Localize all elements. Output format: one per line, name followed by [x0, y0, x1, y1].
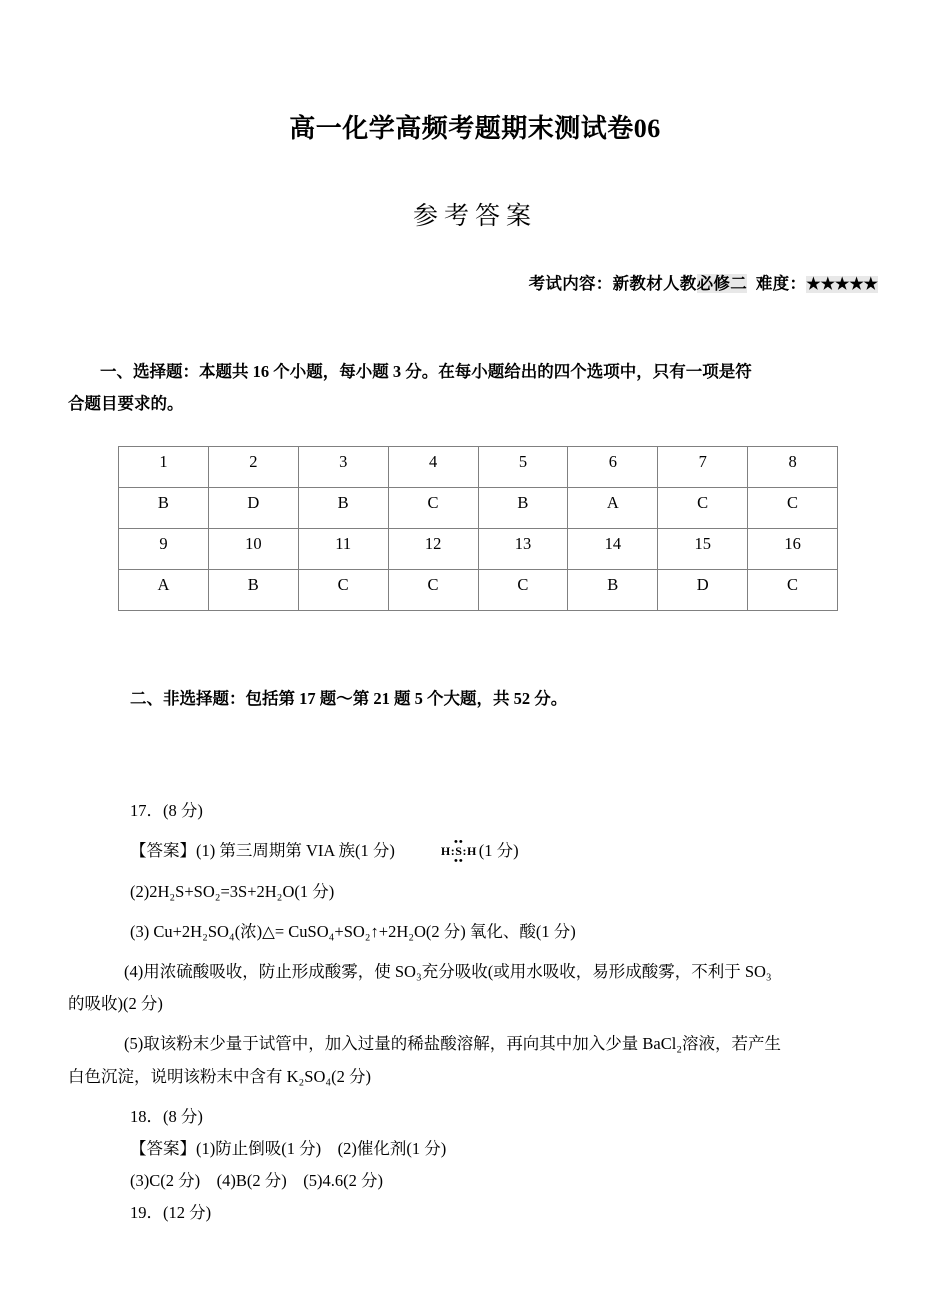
spacer — [0, 715, 950, 769]
answer-cell: B — [208, 570, 298, 611]
answer-cell: A — [119, 570, 209, 611]
question-19-number: 19．(12 分) — [130, 1203, 212, 1223]
lewis-structure-h2s-icon — [440, 835, 477, 867]
spacer — [0, 868, 950, 876]
answer-cell: C — [388, 570, 478, 611]
question-number-cell: 6 — [568, 447, 658, 488]
answer-key-heading: 参考答案 — [412, 200, 537, 230]
answer-table-wrap — [0, 420, 950, 611]
exam-content-label: 考试内容：新教材人教 — [528, 273, 697, 293]
answer-cell: D — [658, 570, 748, 611]
question-number-cell: 2 — [208, 447, 298, 488]
section-2-heading: 二、非选择题：包括第 17 题～第 21 题 5 个大题，共 52 分。 — [130, 689, 568, 709]
difficulty-stars: ★★★★★ — [806, 275, 878, 293]
answer-cell: C — [298, 570, 388, 611]
answer-cell: B — [119, 488, 209, 529]
question-number-cell: 3 — [298, 447, 388, 488]
question-number-cell: 4 — [388, 447, 478, 488]
lewis-dots-top: •• — [453, 835, 464, 848]
question-number-cell: 10 — [208, 529, 298, 570]
answer-cell: A — [568, 488, 658, 529]
section-1-heading — [0, 294, 950, 388]
lewis-dots-bottom: •• — [453, 854, 464, 867]
lewis-bond-right: : — [462, 843, 467, 858]
lewis-atom-right: H — [466, 843, 477, 858]
answer-cell: C — [388, 488, 478, 529]
question-number-cell: 1 — [119, 447, 209, 488]
question-17-answer-1-text: 【答案】(1) 第三周期第 VIA 族(1 分) — [130, 841, 395, 861]
exam-meta-line — [0, 232, 950, 294]
section-1-heading-line-2: 合题目要求的。 — [68, 393, 184, 413]
question-number-cell: 7 — [658, 447, 748, 488]
answer-cell: B — [478, 488, 568, 529]
spacer — [0, 827, 950, 835]
difficulty-label: 难度： — [755, 273, 807, 293]
answer-cell: C — [658, 488, 748, 529]
question-number-cell: 12 — [388, 529, 478, 570]
question-18-answer-2: (3)C(2 分) (4)B(2 分) (5)4.6(2 分) — [130, 1171, 383, 1191]
question-number-cell: 15 — [658, 529, 748, 570]
lewis-bond-left: : — [450, 843, 456, 858]
spacer — [0, 948, 950, 956]
question-number-cell: 14 — [568, 529, 658, 570]
page-title: 高一化学高频考题期末测试卷06 — [289, 114, 661, 143]
question-17-answer-4-line-2: 的吸收)(2 分) — [68, 994, 163, 1014]
table-row — [119, 447, 838, 488]
question-number-cell: 8 — [748, 447, 838, 488]
question-number-cell: 13 — [478, 529, 568, 570]
question-number-cell: 16 — [748, 529, 838, 570]
question-number-cell: 11 — [298, 529, 388, 570]
question-17-answer-2: (2)2H₂S+SO₂=3S+2H₂O(1 分) — [130, 881, 335, 901]
spacer — [0, 1093, 950, 1101]
spacer — [0, 908, 950, 916]
question-17-answer-4-line-1: (4)用浓硫酸吸收，防止形成酸雾，使 SO₃充分吸收(或用水吸收，易形成酸雾，不利于 SO₃ — [124, 962, 772, 981]
lewis-atom-left: H — [440, 843, 451, 858]
answer-cell: B — [568, 570, 658, 611]
lewis-center-atom: S — [455, 843, 463, 858]
question-17-answer-5-line-1: (5)取该粉末少量于试管中，加入过量的稀盐酸溶解，再向其中加入少量 BaCl₂溶液，若产生 — [124, 1034, 782, 1054]
spacer — [0, 769, 950, 795]
question-17-answer-1-score: (1 分) — [478, 841, 519, 861]
answer-cell: B — [298, 488, 388, 529]
answer-cell: C — [748, 570, 838, 611]
spacer — [0, 1020, 950, 1028]
question-number-cell: 5 — [478, 447, 568, 488]
answer-cell: C — [748, 488, 838, 529]
objective-answer-table — [118, 446, 838, 611]
spacer — [0, 611, 950, 665]
question-17-answer-3: (3) Cu+2H₂SO₄(浓)△= CuSO₄+SO₂↑+2H₂O(2 分) 氧化、酸(1 分) — [130, 921, 576, 941]
question-18-number: 18．(8 分) — [130, 1106, 203, 1126]
question-17-answer-5-line-2: 白色沉淀，说明该粉末中含有 K₂SO₄(2 分) — [68, 1066, 372, 1086]
table-row — [119, 570, 838, 611]
question-17-answer-1 — [0, 835, 950, 867]
question-number-cell: 9 — [119, 529, 209, 570]
answer-cell: C — [478, 570, 568, 611]
question-18-answer-1: 【答案】(1)防止倒吸(1 分) (2)催化剂(1 分) — [130, 1138, 447, 1158]
section-1-heading-line-1: 一、选择题：本题共 16 个小题，每小题 3 分。在每小题给出的四个选项中，只有一项是符 — [100, 361, 752, 381]
answer-cell: D — [208, 488, 298, 529]
exam-content-value: 必修二 — [696, 273, 748, 293]
section-1-heading-cont — [0, 388, 950, 420]
question-17-number: 17．(8 分) — [130, 801, 203, 821]
table-row — [119, 488, 838, 529]
table-row — [119, 529, 838, 570]
